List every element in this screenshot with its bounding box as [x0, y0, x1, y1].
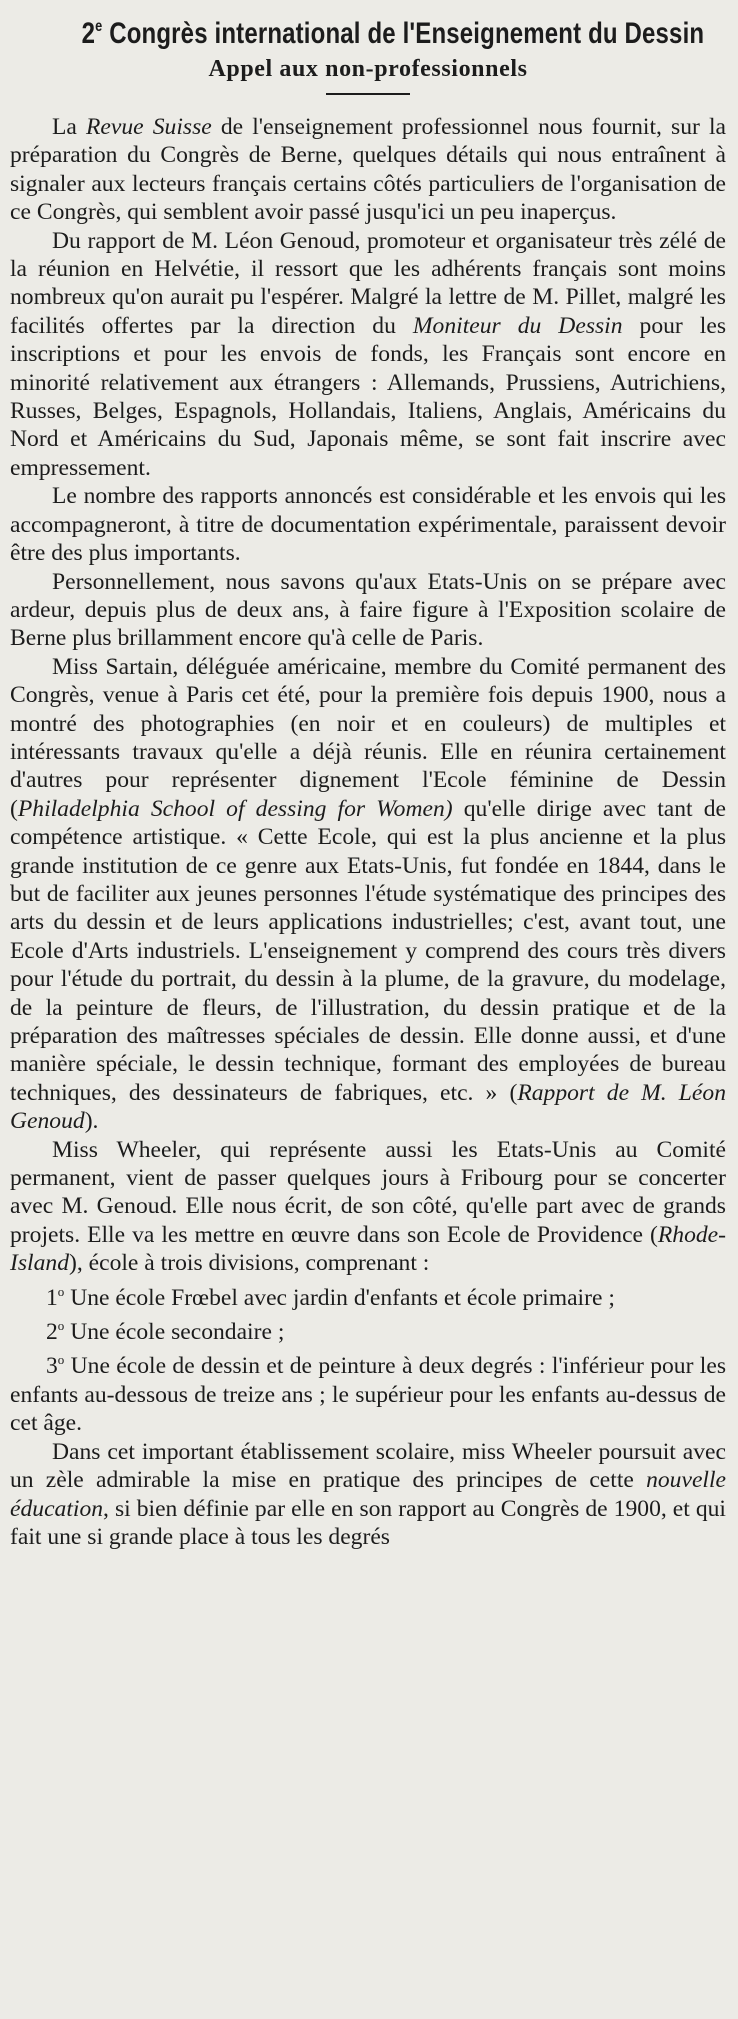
- paragraph-1: La Revue Suisse de l'enseignement professionnel nous fournit, sur la préparation du Congrès de Berne, quelques détails qui nous entraînent à signaler aux lecteurs français certains côtés particuliers de l'organisation de ce Congrès, qui semblent avoir passé jusqu'ici un peu inaperçus.: [10, 114, 726, 226]
- paragraph-4: Personnellement, nous savons qu'aux Etats-Unis on se prépare avec ardeur, depuis plus de deux ans, à faire figure à l'Exposition scolaire de Berne plus brillamment encore qu'à celle de Paris.: [10, 568, 726, 652]
- article-body: [10, 113, 726, 1551]
- title-ordinal-suffix: e: [95, 18, 103, 35]
- publication-name: Revue Suisse: [86, 114, 212, 140]
- paragraph-2: Du rapport de M. Léon Genoud, promoteur et organisateur très zélé de la réunion en Helvétie, il ressort que les adhérents français sont moins nombreux qu'on aurait pu l'espérer. Malgré la lettre de M. Pillet, malgré les facilités offertes par la direction du Moniteur du Dessin pour les inscriptions et pour les envois de fonds, les Français sont encore en minorité relativement aux étrangers : Allemands, Prussiens, Autrichiens, Russes, Belges, Espagnols, Hollandais, Italiens, Anglais, Américains du Nord et Américains du Sud, Japonais même, se sont fait inscrire avec empressement.: [10, 227, 727, 481]
- paragraph-5: Miss Sartain, déléguée américaine, membre du Comité permanent des Congrès, venue à Paris cet été, pour la première fois depuis 1900, nous a montré des photographies (en noir et en couleurs) de multiples et intéressants travaux qu'elle a déjà réunis. Elle en réunira certainement d'autres pour représenter dignement l'Ecole féminine de Dessin (Philadelphia School of dessing for Women) qu'elle dirige avec tant de compétence artistique. « Cette Ecole, qui est la plus ancienne et la plus grande institution de ce genre aux Etats-Unis, fut fondée en 1844, dans le but de faciliter aux jeunes personnes l'étude systématique des principes des arts du dessin et de leurs applications industrielles; c'est, avant tout, une Ecole d'Arts industriels. L'enseignement y comprend des cours très divers pour l'étude du portrait, du dessin à la plume, de la gravure, du modelage, de la peinture de fleurs, de l'illustration, du dessin pratique et de la préparation des maîtresses spéciales de dessin. Elle donne aussi, et d'une manière spéciale, le dessin technique, formant des employées de bureau techniques, des dessinateurs de fabriques, etc. » (Rapport de M. Léon Genoud).: [10, 653, 726, 1135]
- school-name: Philadelphia School of dessing for Women): [17, 795, 453, 822]
- paragraph-6: Miss Wheeler, qui représente aussi les Etats-Unis au Comité permanent, vient de passer quelques jours à Fribourg pour se concerter avec M. Genoud. Elle nous écrit, de son côté, qu'elle part avec de grands projets. Elle va les mettre en œuvre dans son Ecole de Providence (Rhode-Island), école à trois divisions, comprenant :: [10, 1136, 726, 1277]
- list-item: 2$^o$ Une école secondaire ;: [46, 1318, 285, 1346]
- place-name: Rhode-Island: [10, 1221, 726, 1277]
- paragraph-7: Dans cet important établissement scolaire, miss Wheeler poursuit avec un zèle admirable la mise en pratique des principes de cette nouvelle éducation, si bien définie par elle en son rapport au Congrès de 1900, et qui fait une si grande place à tous les degrés: [10, 1438, 726, 1550]
- article-subtitle: Appel aux non-professionnels: [208, 56, 528, 82]
- list-item: 1$^o$ Une école Frœbel avec jardin d'enfants et école primaire ;: [46, 1283, 615, 1311]
- publication-name: Moniteur du Dessin: [412, 312, 623, 339]
- paragraph-3: Le nombre des rapports annoncés est considérable et les envois qui les accompagneront, à titre de documentation expérimentale, paraissent devoir être des plus importants.: [10, 483, 726, 567]
- list-item: 3$^o$ Une école de dessin et de peinture à deux degrés : l'inférieur pour les enfants au-dessous de treize ans ; le supérieur pour les enfants au-dessus de cet âge.: [10, 1352, 726, 1437]
- title-text: Congrès international de l'Enseignement du Dessin: [102, 17, 705, 50]
- article-title: [81, 8, 705, 53]
- title-ordinal: 2: [81, 17, 96, 50]
- citation: Rapport de M. Léon Genoud: [10, 1079, 726, 1135]
- title-divider: [326, 93, 410, 95]
- emphasis-term: nouvelle éducation: [10, 1467, 726, 1522]
